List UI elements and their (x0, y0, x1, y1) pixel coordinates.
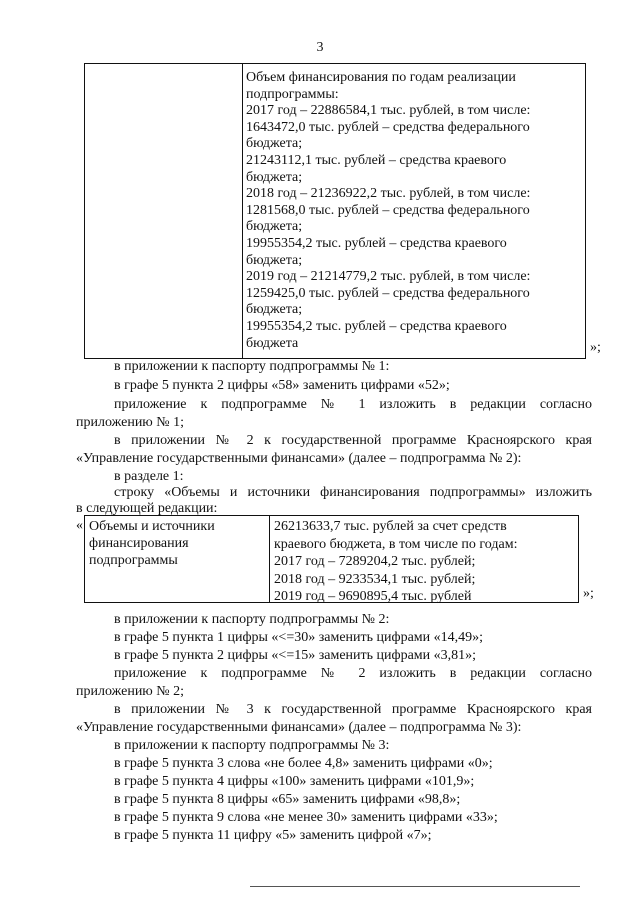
paragraph-line: приложению № 2; (76, 684, 185, 699)
paragraph-line: в графе 5 пункта 2 цифры «<=15» заменить цифрами «3,81»; (114, 648, 477, 663)
paragraph-line: в приложении к паспорту подпрограммы № 2: (114, 612, 390, 627)
paragraph-line: в приложении к паспорту подпрограммы № 3: (114, 738, 390, 753)
paragraph-line: строку «Объемы и источники финансирования подпрограммы» изложить (114, 485, 592, 500)
table-line: 1259425,0 тыс. рублей – средства федерального (246, 285, 530, 301)
table-line: бюджета; (246, 302, 303, 318)
table-line: бюджета; (246, 252, 303, 268)
table-line: Объем финансирования по годам реализации (246, 70, 516, 85)
table-line: 1281568,0 тыс. рублей – средства федерального (246, 202, 530, 218)
table-line: 2018 год – 9233534,1 тыс. рублей; (274, 571, 476, 587)
financing-volume-cell (246, 70, 581, 352)
paragraph-line: в графе 5 пункта 9 слова «не менее 30» заменить цифрами «33»; (114, 810, 498, 825)
table-line: бюджета; (246, 169, 303, 185)
paragraph-line: в графе 5 пункта 8 цифры «65» заменить цифрами «98,8»; (114, 792, 461, 807)
table-line: 2017 год – 7289204,2 тыс. рублей; (274, 554, 476, 569)
closing-quote: »; (583, 586, 594, 601)
page-number: 3 (316, 40, 324, 55)
table-line: бюджета (246, 335, 299, 351)
paragraph-line: «Управление государственными финансами» (далее – подпрограмма № 2): (76, 451, 522, 466)
table-column-divider (269, 516, 270, 602)
paragraph-line: в графе 5 пункта 2 цифры «58» заменить цифрами «52»; (114, 378, 450, 393)
table-line: 2017 год – 22886584,1 тыс. рублей, в том числе: (246, 103, 531, 119)
table-line: подпрограммы (89, 553, 178, 568)
paragraph-line: в графе 5 пункта 3 слова «не более 4,8» заменить цифрами «0»; (114, 756, 493, 771)
table-line: подпрограммы: (246, 86, 339, 102)
table-line: 2019 год – 21214779,2 тыс. рублей, в том числе: (246, 269, 531, 285)
paragraph-line: в приложении № 2 к государственной программе Красноярского края (114, 433, 592, 448)
table-line: 19955354,2 тыс. рублей – средства краевого (246, 235, 507, 251)
paragraph-line: в графе 5 пункта 4 цифры «100» заменить цифрами «101,9»; (114, 774, 475, 789)
paragraph-line: «Управление государственными финансами» (далее – подпрограмма № 3): (76, 720, 522, 735)
closing-quote: »; (590, 340, 601, 355)
table-line: бюджета; (246, 136, 303, 152)
table-line: финансирования (89, 536, 189, 551)
table-line: 2019 год – 9690895,4 тыс. рублей (274, 589, 472, 604)
table-line: 2018 год – 21236922,2 тыс. рублей, в том числе: (246, 186, 531, 202)
financing-table-subprogram-2 (84, 515, 579, 603)
paragraph-line: приложение к подпрограмме № 2 изложить в редакции согласно (114, 666, 592, 681)
table-line: бюджета; (246, 219, 303, 235)
paragraph-line: в графе 5 пункта 11 цифру «5» заменить цифрой «7»; (114, 828, 432, 843)
financing-table-subprogram-1 (84, 63, 586, 359)
table-line: краевого бюджета, в том числе по годам: (274, 536, 518, 552)
paragraph-line: приложение к подпрограмме № 1 изложить в редакции согласно (114, 397, 592, 412)
paragraph-line: в приложении к паспорту подпрограммы № 1: (114, 359, 390, 374)
table-line: Объемы и источники (89, 519, 215, 534)
table-line: 1643472,0 тыс. рублей – средства федерального (246, 119, 530, 135)
table-line: 19955354,2 тыс. рублей – средства краевого (246, 318, 507, 334)
table-column-divider (242, 64, 243, 358)
table-line: 26213633,7 тыс. рублей за счет средств (274, 519, 507, 534)
paragraph-line: приложению № 1; (76, 415, 185, 430)
paragraph-line: в разделе 1: (114, 469, 184, 484)
row-heading-cell (89, 518, 264, 569)
paragraph-line: в следующей редакции: (76, 501, 218, 516)
table-line: 21243112,1 тыс. рублей – средства краевого (246, 152, 507, 168)
opening-quote: « (76, 518, 83, 533)
financing-volume-cell (274, 518, 574, 606)
paragraph-line: в приложении № 3 к государственной программе Красноярского края (114, 702, 592, 717)
footer-rule (250, 886, 580, 887)
paragraph-line: в графе 5 пункта 1 цифры «<=30» заменить цифрами «14,49»; (114, 630, 484, 645)
